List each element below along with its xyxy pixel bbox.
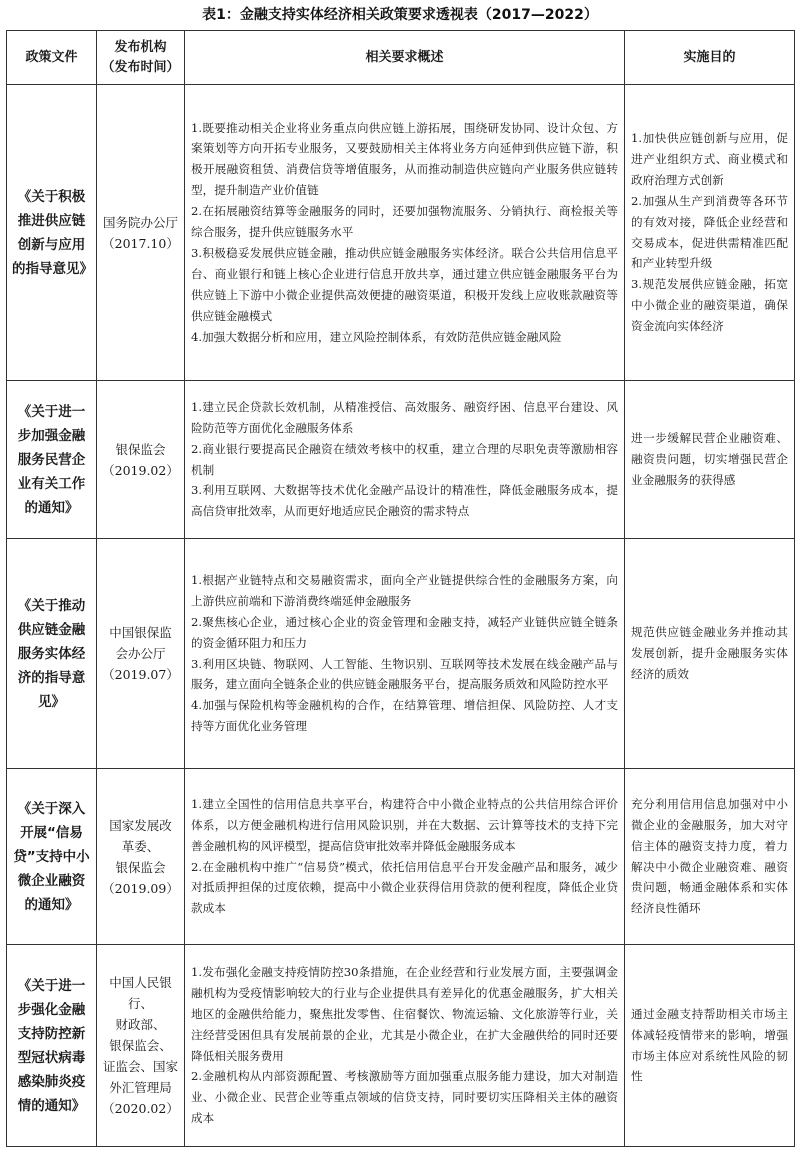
issuer-line: （2019.07） (102, 667, 179, 682)
requirement-item: 2.商业银行要提高民企融资在绩效考核中的权重，建立合理的尽职免责等激励相容机制 (191, 441, 618, 477)
policy-doc-cell: 《关于深入开展“信易贷”支持中小微企业融资的通知》 (7, 769, 97, 945)
goal-cell (625, 539, 795, 769)
issuer-cell (97, 381, 185, 539)
goal-item: 通过金融支持帮助相关市场主体减轻疫情带来的影响，增强市场主体应对系统性风险的韧性 (631, 1006, 788, 1084)
issuer-line: （2020.02） (102, 1101, 179, 1116)
header-req: 相关要求概述 (185, 31, 625, 85)
table-caption: 表1：金融支持实体经济相关政策要求透视表（2017—2022） (202, 7, 598, 23)
table-row (7, 539, 795, 769)
goal-item: 进一步缓解民营企业融资难、融资贵问题，切实增强民营企业金融服务的获得感 (631, 431, 788, 487)
requirement-item: 3.利用互联网、大数据等技术优化金融产品设计的精准性，降低金融服务成本，提高信贷审批效率，从而更好地适应民企融资的需求特点 (191, 483, 618, 519)
requirement-item: 2.聚焦核心企业，通过核心企业的资金管理和金融支持，减轻产业链供应链全链条的资金循环阻力和压力 (191, 614, 618, 650)
requirements-cell (185, 945, 625, 1147)
policy-doc-cell: 《关于进一步加强金融服务民营企业有关工作的通知》 (7, 381, 97, 539)
table-row (7, 381, 795, 539)
table-row (7, 769, 795, 945)
issuer-cell (97, 769, 185, 945)
goal-item: 2.加强从生产到消费等各环节的有效对接，降低企业经营和交易成本，促进供需精准匹配和产业转型升级 (631, 193, 788, 271)
requirements-cell (185, 381, 625, 539)
requirements-cell (185, 85, 625, 381)
requirement-item: 1.建立民企贷款长效机制，从精准授信、高效服务、融资纾困、信息平台建设、风险防范等方面优化金融服务体系 (191, 399, 618, 435)
header-row (7, 31, 795, 85)
issuer-line: 银保监会 (115, 859, 166, 875)
policy-table (6, 30, 795, 1147)
requirements-cell (185, 539, 625, 769)
policy-doc-cell: 《关于积极推进供应链创新与应用的指导意见》 (7, 85, 97, 381)
issuer-line: 国务院办公厅 (102, 214, 178, 230)
issuer-line: 中国人民银行、 (109, 975, 172, 1011)
issuer-line: 外汇管理局 (109, 1080, 172, 1095)
requirement-item: 2.在金融机构中推广“信易贷”模式，依托信用信息平台开发金融产品和服务，减少对抵质押担保的过度依赖，提高中小微企业获得信用贷款的便利程度，降低企业贷款成本 (191, 859, 618, 916)
issuer-line: 会办公厅 (115, 646, 166, 661)
goal-item: 3.规范发展供应链金融，拓宽中小微企业的融资渠道，确保资金流向实体经济 (631, 277, 788, 334)
header-goal: 实施目的 (625, 31, 795, 85)
header-org-line2: （发布时间） (101, 59, 180, 75)
issuer-cell (97, 85, 185, 381)
header-org (97, 31, 185, 85)
issuer-line: 银保监会、 (109, 1038, 172, 1053)
requirements-cell (185, 769, 625, 945)
requirement-item: 3.积极稳妥发展供应链金融，推动供应链金融服务实体经济。联合公共信用信息平台、商业银行和链上核心企业进行信息开放共享，通过建立供应链金融服务平台为供应链上下游中小微企业提供高效便捷的融资渠道，积极开发线上应收账款融资等供应链金融模式 (191, 245, 618, 323)
policy-doc-cell: 《关于进一步强化金融支持防控新型冠状病毒感染肺炎疫情的通知》 (7, 945, 97, 1147)
goal-cell (625, 945, 795, 1147)
requirement-item: 2.在拓展融资结算等金融服务的同时，还要加强物流服务、分销执行、商检报关等综合服务，提升供应链服务水平 (191, 204, 618, 240)
goal-item: 充分利用信用信息加强对中小微企业的金融服务，加大对守信主体的融资支持力度，着力解决中小微企业融资难、融资贵问题，畅通金融体系和实体经济良性循环 (631, 796, 788, 916)
goal-cell (625, 381, 795, 539)
issuer-line: 证监会、国家 (102, 1059, 178, 1074)
table-row (7, 945, 795, 1147)
requirement-item: 3.利用区块链、物联网、人工智能、生物识别、互联网等技术发展在线金融产品与服务，建立面向全链条企业的供应链金融服务平台，提高服务质效和风险防控水平 (191, 656, 618, 692)
header-doc: 政策文件 (7, 31, 97, 85)
goal-item: 1.加快供应链创新与应用，促进产业组织方式、商业模式和政府治理方式创新 (631, 130, 788, 187)
table-row (7, 85, 795, 381)
requirement-item: 1.既要推动相关企业将业务重点向供应链上游拓展，围绕研发协同、设计众包、方案策划等方向开拓专业服务，又要鼓励相关主体将业务方向延伸到供应链下游，积极开展融资租赁、消费信贷等增值服务，从而推动制造供应链向产业服务供应链转型，提升制造产业价值链 (191, 120, 618, 198)
goal-cell (625, 769, 795, 945)
requirement-item: 1.发布强化金融支持疫情防控30条措施，在企业经营和行业发展方面，主要强调金融机构为受疫情影响较大的行业与企业提供具有差异化的优惠金融服务，扩大相关地区的金融供给能力，聚焦批发零售、住宿餐饮、物流运输、文化旅游等行业，关注经营受困但具有发展前景的企业，尤其是小微企业，在扩大金融供给的同时还要降低相关服务费用 (191, 964, 618, 1063)
header-org-line1: 发布机构 (114, 39, 167, 55)
requirement-item: 1.根据产业链特点和交易融资需求，面向全产业链提供综合性的金融服务方案，向上游供应前端和下游消费终端延伸金融服务 (191, 572, 618, 608)
issuer-line: 银保监会 (115, 441, 166, 457)
goal-item: 规范供应链金融业务并推动其发展创新，提升金融服务实体经济的质效 (631, 625, 788, 681)
goal-cell (625, 85, 795, 381)
issuer-line: （2019.09） (102, 880, 179, 896)
issuer-cell (97, 945, 185, 1147)
issuer-line: 革委、 (121, 838, 160, 854)
issuer-cell (97, 539, 185, 769)
requirement-item: 4.加强与保险机构等金融机构的合作，在结算管理、增信担保、风险防控、人才支持等方面优化业务管理 (191, 698, 618, 734)
issuer-line: 财政部、 (115, 1017, 166, 1032)
issuer-line: （2019.02） (102, 462, 179, 478)
requirement-item: 1.建立全国性的信用信息共享平台，构建符合中小微企业特点的公共信用综合评价体系，以方便金融机构进行信用风险识别，并在大数据、云计算等技术的支持下完善金融机构的风评模型，提高信贷审批效率并降低金融服务成本 (191, 796, 618, 853)
issuer-line: 中国银保监 (109, 625, 172, 640)
issuer-line: （2017.10） (102, 235, 179, 251)
requirement-item: 2.金融机构从内部资源配置、考核激励等方面加强重点服务能力建设，加大对制造业、小微企业、民营企业等重点领域的信贷支持，同时要切实压降相关主体的融资成本 (191, 1069, 618, 1126)
issuer-line: 国家发展改 (109, 817, 172, 833)
policy-doc-cell: 《关于推动供应链金融服务实体经济的指导意见》 (7, 539, 97, 769)
requirement-item: 4.加强大数据分析和应用，建立风险控制体系，有效防范供应链金融风险 (191, 329, 562, 344)
